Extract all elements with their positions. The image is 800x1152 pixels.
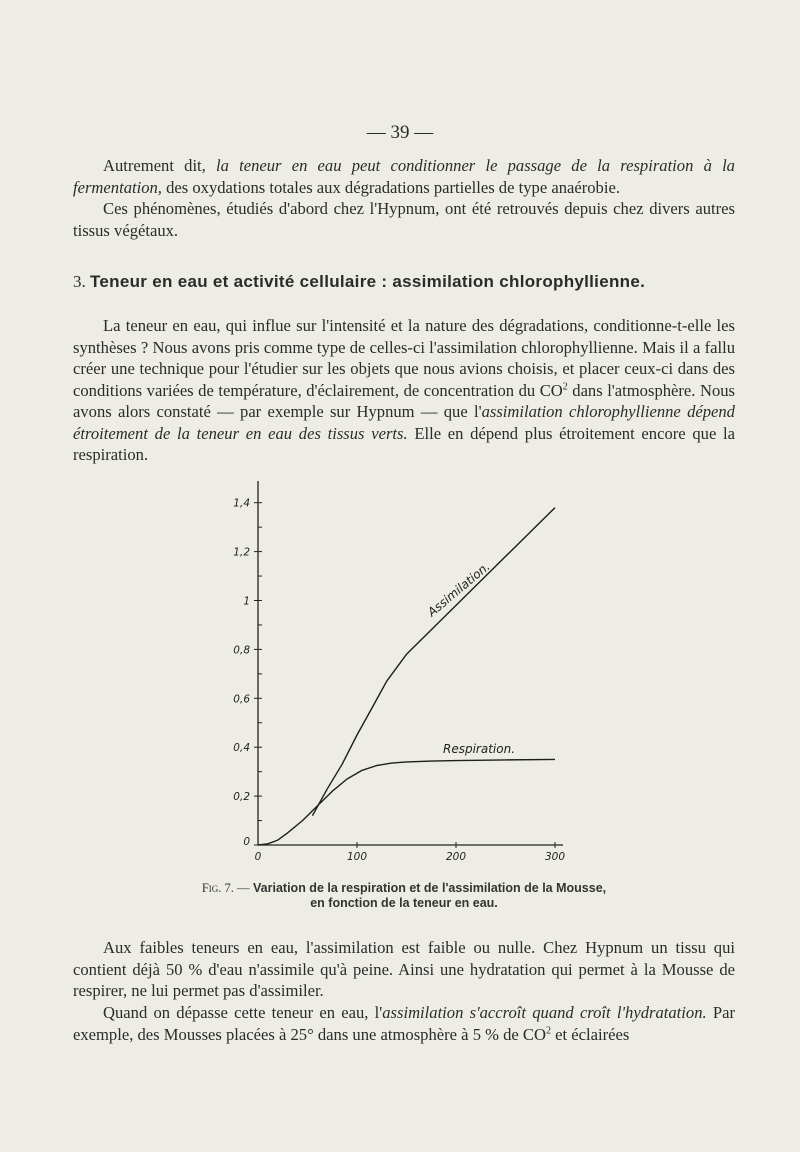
figure-caption <box>73 881 735 911</box>
paragraph-5-superscript: 2 <box>545 1024 551 1036</box>
series-label-assimilation: Assimilation. <box>424 559 493 620</box>
paragraph-1-text-a: Autrement dit, <box>103 156 217 175</box>
caption-line-2: en fonction de la teneur en eau. <box>310 896 498 910</box>
caption-text: Variation de la respiration et de l'assimilation de la Mousse, <box>249 881 607 895</box>
y-tick-label: 1,2 <box>233 546 250 559</box>
y-tick-label: 0,6 <box>233 693 250 706</box>
section-title: Teneur en eau et activité cellulaire : assimilation chlorophyllienne. <box>90 272 646 291</box>
paragraph-5-italic: assimilation s'accroît quand croît l'hydratation. <box>382 1003 707 1022</box>
series-label-respiration: Respiration. <box>443 742 516 756</box>
paragraph-5 <box>73 1002 735 1045</box>
page-number: — 39 — <box>366 122 434 143</box>
y-tick-label: 0 <box>243 836 250 848</box>
paragraph-4: Aux faibles teneurs en eau, l'assimilation est faible ou nulle. Chez Hypnum un tissu qui contient déjà 50 % d'eau n'assimile qu'à peine. Ainsi une hydratation qui permet à la Mousse de respirer, ne lui permet pas d'assimiler. <box>73 938 735 1000</box>
x-tick-label: 100 <box>346 851 368 863</box>
y-tick-label: 0,4 <box>233 742 250 755</box>
y-tick-label: 1,4 <box>233 497 250 510</box>
y-tick-label: 1 <box>243 595 250 608</box>
paragraph-5-text-a: Quand on dépasse cette teneur en eau, l' <box>103 1003 383 1022</box>
paragraph-2: Ces phénomènes, étudiés d'abord chez l'Hypnum, ont été retrouvés depuis chez divers autres tissus végétaux. <box>73 199 735 240</box>
series-line-respiration <box>258 759 555 845</box>
x-tick-label: 0 <box>254 851 262 863</box>
section-number: 3. <box>73 272 86 291</box>
paragraph-1-italic: la teneur en eau peut conditionner le passage de la respiration à la fermentation, <box>73 156 735 197</box>
paragraph-3-italic: assimilation chlorophyllienne dépend étroitement de la teneur en eau des tissus verts. <box>73 402 735 443</box>
x-tick-label: 300 <box>544 851 566 863</box>
paragraph-3-text-b: dans l'atmosphère. Nous avons alors constaté — par exemple sur Hypnum — que l' <box>73 380 735 421</box>
paragraph-5-text-c: Par exemple, des Mousses placées à 25° dans une atmosphère à 5 % de CO <box>73 1003 735 1044</box>
paragraph-3-text-a: La teneur en eau, qui influe sur l'intensité et la nature des dégradations, conditionne-t-elle les synthèses ? Nous avons pris comme type de celles-ci l'assimilation chlorophyllienne. Mais il a fallu créer une technique pour l'étudier sur les objets que nous avions choisis, et placer ceux-ci dans des conditions variées de température, d'éclairement, de concentration du CO <box>73 316 735 400</box>
y-tick-label: 0,2 <box>233 791 250 804</box>
series-line-assimilation <box>312 508 555 816</box>
paragraph-3-superscript: 2 <box>562 380 568 392</box>
x-tick-label: 200 <box>445 851 467 863</box>
paragraph-3-text-d: Elle en dépend plus étroitement encore que la respiration. <box>73 423 735 464</box>
paragraph-1-text-c: des oxydations totales aux dégradations partielles de type anaérobie. <box>161 177 620 197</box>
caption-label: Fig. 7. — <box>201 881 250 895</box>
series-group <box>258 508 555 845</box>
paragraph-5-text-d: et éclairées <box>550 1024 630 1044</box>
y-tick-label: 0,8 <box>233 644 250 657</box>
